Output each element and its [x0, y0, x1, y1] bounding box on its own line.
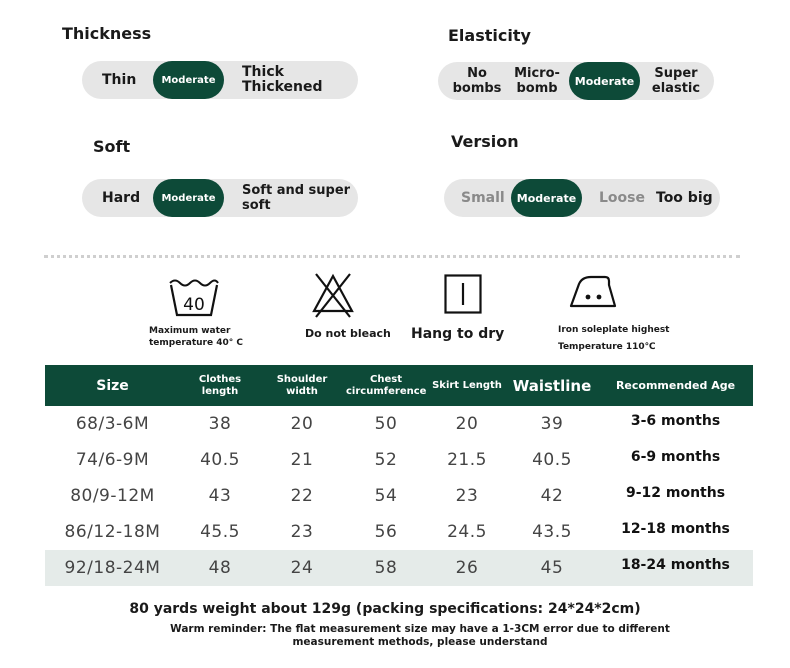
- header-waistline: Waistline: [506, 365, 598, 406]
- elasticity-option-moderate: Moderate: [569, 62, 640, 100]
- section-divider: [44, 255, 740, 258]
- cell-waistline: 45: [506, 550, 598, 586]
- elasticity-option-super-elastic: Super elastic: [651, 66, 701, 96]
- cell-size: 92/18-24M: [45, 550, 180, 586]
- cell-skirt-length: 21.5: [447, 450, 487, 470]
- cell-shoulder-width: 24: [260, 550, 344, 586]
- cell-age: 12-18 months: [621, 521, 730, 537]
- soft-scale: [82, 179, 358, 217]
- cell-size: 74/6-9M: [75, 450, 150, 470]
- thickness-scale: [82, 61, 358, 99]
- cell-clothes-length: 45.5: [200, 522, 240, 542]
- cell-age: 9-12 months: [625, 485, 726, 501]
- cell-size: 80/9-12M: [70, 486, 155, 506]
- cell-skirt-length: 24.5: [447, 522, 487, 542]
- wash-40-text: 40: [183, 295, 205, 315]
- cell-shoulder-width: 22: [290, 486, 314, 506]
- cell-skirt-length: 26: [428, 550, 506, 586]
- cell-clothes-length: 38: [208, 414, 232, 434]
- soft-option-moderate: Moderate: [153, 179, 224, 217]
- cell-shoulder-width: 20: [290, 414, 314, 434]
- header-shoulder-width: Shoulder width: [260, 365, 344, 406]
- cell-age: 18-24 months: [598, 550, 753, 586]
- version-scale: [444, 179, 720, 217]
- soft-option-super-soft: Soft and super soft: [242, 183, 351, 213]
- cell-age: 6-9 months: [630, 449, 721, 465]
- cell-age: 3-6 months: [630, 413, 721, 429]
- table-row: [45, 406, 753, 442]
- elasticity-scale: [438, 62, 714, 100]
- cell-shoulder-width: 21: [290, 450, 314, 470]
- cell-clothes-length: 43: [208, 486, 232, 506]
- header-clothes-length: Clothes length: [180, 365, 260, 406]
- care-label-hang-dry: Hang to dry: [411, 326, 505, 342]
- table-row: [45, 478, 753, 514]
- wash-40-icon: [168, 277, 220, 319]
- version-option-small: Small: [461, 189, 505, 206]
- packing-spec-text: 80 yards weight about 129g (packing specifications: 24*24*2cm): [129, 601, 641, 617]
- care-label-iron: Iron soleplate highest Temperature 110℃: [558, 325, 670, 352]
- header-skirt-length: Skirt Length: [428, 365, 506, 406]
- cell-shoulder-width: 23: [290, 522, 314, 542]
- cell-waistline: 43.5: [532, 522, 572, 542]
- table-header-row: [45, 365, 753, 406]
- version-title: Version: [451, 132, 519, 151]
- soft-title: Soft: [93, 137, 131, 156]
- care-label-no-bleach: Do not bleach: [305, 327, 391, 340]
- cell-skirt-length: 20: [455, 414, 479, 434]
- version-option-moderate: Moderate: [511, 179, 582, 217]
- table-row: [45, 514, 753, 550]
- thickness-title: Thickness: [62, 24, 152, 43]
- size-chart-table: [45, 365, 753, 586]
- no-bleach-icon: [310, 271, 356, 319]
- cell-waistline: 39: [540, 414, 564, 434]
- cell-chest: 58: [344, 550, 428, 586]
- care-label-wash: Maximum water temperature 40° C: [149, 326, 243, 348]
- table-row: [45, 442, 753, 478]
- elasticity-option-micro-bomb: Micro-bomb: [514, 66, 560, 96]
- elasticity-title: Elasticity: [448, 26, 531, 45]
- elasticity-option-no-bombs: No bombs: [452, 66, 502, 96]
- header-recommended-age: Recommended Age: [598, 365, 753, 406]
- thickness-option-moderate: Moderate: [153, 61, 224, 99]
- cell-size: 86/12-18M: [64, 522, 161, 542]
- cell-size: 68/3-6M: [75, 414, 150, 434]
- thickness-option-thin: Thin: [102, 71, 137, 88]
- thickness-option-thick: Thick Thickened: [242, 64, 323, 95]
- cell-clothes-length: 40.5: [200, 450, 240, 470]
- header-size: Size: [45, 365, 180, 406]
- version-option-loose: Loose: [599, 189, 645, 206]
- cell-waistline: 40.5: [532, 450, 572, 470]
- cell-clothes-length: 48: [180, 550, 260, 586]
- hang-dry-icon: [444, 274, 482, 314]
- header-chest-circumference: Chest circumference: [344, 365, 428, 406]
- cell-skirt-length: 23: [455, 486, 479, 506]
- cell-chest: 52: [374, 450, 398, 470]
- cell-chest: 56: [374, 522, 398, 542]
- table-row: [45, 550, 753, 586]
- version-option-too-big: Too big: [656, 189, 713, 206]
- iron-icon: [569, 272, 617, 310]
- measurement-reminder-text: Warm reminder: The flat measurement size may have a 1-3CM error due to different measurement methods, please understand: [170, 623, 670, 648]
- cell-chest: 54: [374, 486, 398, 506]
- cell-chest: 50: [374, 414, 398, 434]
- cell-waistline: 42: [540, 486, 564, 506]
- soft-option-hard: Hard: [102, 189, 141, 206]
